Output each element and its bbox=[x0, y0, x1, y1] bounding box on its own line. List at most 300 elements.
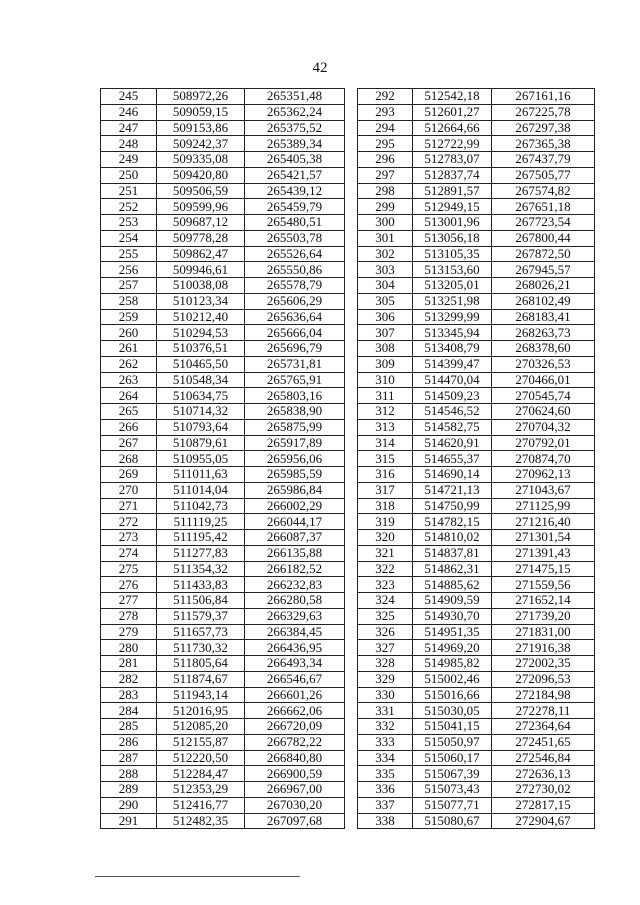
point-number-cell: 292 bbox=[358, 89, 413, 105]
y-coordinate-cell: 271216,40 bbox=[492, 514, 595, 530]
table-row bbox=[358, 514, 595, 530]
x-coordinate-cell: 509420,80 bbox=[157, 167, 245, 183]
table-row bbox=[358, 293, 595, 309]
x-coordinate-cell: 510793,64 bbox=[157, 419, 245, 435]
y-coordinate-cell: 266135,88 bbox=[245, 545, 345, 561]
point-number-cell: 253 bbox=[101, 215, 157, 231]
x-coordinate-cell: 515080,67 bbox=[413, 813, 492, 829]
point-number-cell: 248 bbox=[101, 136, 157, 152]
table-row bbox=[358, 687, 595, 703]
point-number-cell: 293 bbox=[358, 104, 413, 120]
y-coordinate-cell: 265351,48 bbox=[245, 89, 345, 105]
y-coordinate-cell: 270962,13 bbox=[492, 467, 595, 483]
y-coordinate-cell: 266436,95 bbox=[245, 640, 345, 656]
x-coordinate-cell: 511805,64 bbox=[157, 656, 245, 672]
x-coordinate-cell: 510376,51 bbox=[157, 341, 245, 357]
point-number-cell: 289 bbox=[101, 782, 157, 798]
y-coordinate-cell: 265666,04 bbox=[245, 325, 345, 341]
table-row bbox=[358, 797, 595, 813]
x-coordinate-cell: 510879,61 bbox=[157, 435, 245, 451]
x-coordinate-cell: 512542,18 bbox=[413, 89, 492, 105]
table-row bbox=[358, 404, 595, 420]
table-row bbox=[358, 593, 595, 609]
table-row bbox=[358, 671, 595, 687]
x-coordinate-cell: 512664,66 bbox=[413, 120, 492, 136]
point-number-cell: 314 bbox=[358, 435, 413, 451]
point-number-cell: 323 bbox=[358, 577, 413, 593]
x-coordinate-cell: 510038,08 bbox=[157, 278, 245, 294]
table-row bbox=[358, 167, 595, 183]
point-number-cell: 311 bbox=[358, 388, 413, 404]
table-row bbox=[101, 341, 345, 357]
y-coordinate-cell: 265986,84 bbox=[245, 482, 345, 498]
table-row bbox=[101, 719, 345, 735]
y-coordinate-cell: 265731,81 bbox=[245, 356, 345, 372]
x-coordinate-cell: 509599,96 bbox=[157, 199, 245, 215]
y-coordinate-cell: 271475,15 bbox=[492, 561, 595, 577]
point-number-cell: 318 bbox=[358, 498, 413, 514]
table-row bbox=[101, 561, 345, 577]
x-coordinate-cell: 514969,20 bbox=[413, 640, 492, 656]
table-row bbox=[358, 230, 595, 246]
point-number-cell: 246 bbox=[101, 104, 157, 120]
point-number-cell: 278 bbox=[101, 608, 157, 624]
point-number-cell: 261 bbox=[101, 341, 157, 357]
point-number-cell: 321 bbox=[358, 545, 413, 561]
x-coordinate-cell: 512085,20 bbox=[157, 719, 245, 735]
table-row bbox=[101, 640, 345, 656]
x-coordinate-cell: 515016,66 bbox=[413, 687, 492, 703]
table-row bbox=[101, 734, 345, 750]
point-number-cell: 322 bbox=[358, 561, 413, 577]
y-coordinate-cell: 265389,34 bbox=[245, 136, 345, 152]
y-coordinate-cell: 271739,20 bbox=[492, 608, 595, 624]
x-coordinate-cell: 515002,46 bbox=[413, 671, 492, 687]
y-coordinate-cell: 272451,65 bbox=[492, 734, 595, 750]
x-coordinate-cell: 510548,34 bbox=[157, 372, 245, 388]
table-row bbox=[101, 246, 345, 262]
x-coordinate-cell: 514582,75 bbox=[413, 419, 492, 435]
point-number-cell: 299 bbox=[358, 199, 413, 215]
table-row bbox=[358, 467, 595, 483]
y-coordinate-cell: 267800,44 bbox=[492, 230, 595, 246]
x-coordinate-cell: 515060,17 bbox=[413, 750, 492, 766]
page-number: 42 bbox=[312, 60, 328, 76]
table-row bbox=[101, 703, 345, 719]
x-coordinate-cell: 510955,05 bbox=[157, 451, 245, 467]
x-coordinate-cell: 514862,31 bbox=[413, 561, 492, 577]
y-coordinate-cell: 266662,06 bbox=[245, 703, 345, 719]
table-row bbox=[358, 498, 595, 514]
x-coordinate-cell: 509506,59 bbox=[157, 183, 245, 199]
y-coordinate-cell: 270704,32 bbox=[492, 419, 595, 435]
point-number-cell: 297 bbox=[358, 167, 413, 183]
point-number-cell: 333 bbox=[358, 734, 413, 750]
x-coordinate-cell: 513153,60 bbox=[413, 262, 492, 278]
point-number-cell: 257 bbox=[101, 278, 157, 294]
point-number-cell: 285 bbox=[101, 719, 157, 735]
table-row bbox=[358, 325, 595, 341]
point-number-cell: 317 bbox=[358, 482, 413, 498]
point-number-cell: 327 bbox=[358, 640, 413, 656]
point-number-cell: 260 bbox=[101, 325, 157, 341]
point-number-cell: 270 bbox=[101, 482, 157, 498]
y-coordinate-cell: 266002,29 bbox=[245, 498, 345, 514]
x-coordinate-cell: 514399,47 bbox=[413, 356, 492, 372]
x-coordinate-cell: 513001,96 bbox=[413, 215, 492, 231]
x-coordinate-cell: 511579,37 bbox=[157, 608, 245, 624]
point-number-cell: 329 bbox=[358, 671, 413, 687]
x-coordinate-cell: 515073,43 bbox=[413, 782, 492, 798]
point-number-cell: 275 bbox=[101, 561, 157, 577]
x-coordinate-cell: 514951,35 bbox=[413, 624, 492, 640]
y-coordinate-cell: 272546,84 bbox=[492, 750, 595, 766]
table-row bbox=[358, 215, 595, 231]
point-number-cell: 306 bbox=[358, 309, 413, 325]
table-row bbox=[358, 703, 595, 719]
y-coordinate-cell: 265606,29 bbox=[245, 293, 345, 309]
table-row bbox=[358, 577, 595, 593]
y-coordinate-cell: 266601,26 bbox=[245, 687, 345, 703]
table-row bbox=[101, 750, 345, 766]
y-coordinate-cell: 271301,54 bbox=[492, 530, 595, 546]
table-row bbox=[358, 545, 595, 561]
x-coordinate-cell: 512783,07 bbox=[413, 152, 492, 168]
point-number-cell: 336 bbox=[358, 782, 413, 798]
table-row bbox=[358, 750, 595, 766]
point-number-cell: 252 bbox=[101, 199, 157, 215]
point-number-cell: 303 bbox=[358, 262, 413, 278]
x-coordinate-cell: 514655,37 bbox=[413, 451, 492, 467]
point-number-cell: 287 bbox=[101, 750, 157, 766]
y-coordinate-cell: 268102,49 bbox=[492, 293, 595, 309]
point-number-cell: 334 bbox=[358, 750, 413, 766]
table-row bbox=[358, 356, 595, 372]
x-coordinate-cell: 511042,73 bbox=[157, 498, 245, 514]
table-row bbox=[101, 782, 345, 798]
table-row bbox=[358, 719, 595, 735]
y-coordinate-cell: 265375,52 bbox=[245, 120, 345, 136]
y-coordinate-cell: 266087,37 bbox=[245, 530, 345, 546]
table-row bbox=[101, 356, 345, 372]
y-coordinate-cell: 265362,24 bbox=[245, 104, 345, 120]
table-row bbox=[101, 577, 345, 593]
table-row bbox=[101, 404, 345, 420]
table-row bbox=[101, 530, 345, 546]
point-number-cell: 325 bbox=[358, 608, 413, 624]
table-row bbox=[101, 624, 345, 640]
x-coordinate-cell: 511014,04 bbox=[157, 482, 245, 498]
table-row bbox=[101, 545, 345, 561]
point-number-cell: 332 bbox=[358, 719, 413, 735]
coordinates-table-left bbox=[100, 88, 345, 829]
table-row bbox=[358, 152, 595, 168]
point-number-cell: 283 bbox=[101, 687, 157, 703]
table-row bbox=[101, 325, 345, 341]
table-row bbox=[358, 278, 595, 294]
table-row bbox=[101, 687, 345, 703]
y-coordinate-cell: 270545,74 bbox=[492, 388, 595, 404]
point-number-cell: 313 bbox=[358, 419, 413, 435]
y-coordinate-cell: 270792,01 bbox=[492, 435, 595, 451]
y-coordinate-cell: 265838,90 bbox=[245, 404, 345, 420]
y-coordinate-cell: 267574,82 bbox=[492, 183, 595, 199]
x-coordinate-cell: 514782,15 bbox=[413, 514, 492, 530]
x-coordinate-cell: 513251,98 bbox=[413, 293, 492, 309]
y-coordinate-cell: 266329,63 bbox=[245, 608, 345, 624]
y-coordinate-cell: 267161,16 bbox=[492, 89, 595, 105]
y-coordinate-cell: 265985,59 bbox=[245, 467, 345, 483]
x-coordinate-cell: 509946,61 bbox=[157, 262, 245, 278]
point-number-cell: 271 bbox=[101, 498, 157, 514]
x-coordinate-cell: 512416,77 bbox=[157, 797, 245, 813]
x-coordinate-cell: 511119,25 bbox=[157, 514, 245, 530]
point-number-cell: 310 bbox=[358, 372, 413, 388]
x-coordinate-cell: 514930,70 bbox=[413, 608, 492, 624]
table-row bbox=[101, 467, 345, 483]
y-coordinate-cell: 272730,02 bbox=[492, 782, 595, 798]
point-number-cell: 331 bbox=[358, 703, 413, 719]
y-coordinate-cell: 267872,50 bbox=[492, 246, 595, 262]
x-coordinate-cell: 512601,27 bbox=[413, 104, 492, 120]
x-coordinate-cell: 514985,82 bbox=[413, 656, 492, 672]
y-coordinate-cell: 268378,60 bbox=[492, 341, 595, 357]
point-number-cell: 288 bbox=[101, 766, 157, 782]
y-coordinate-cell: 272096,53 bbox=[492, 671, 595, 687]
y-coordinate-cell: 266182,52 bbox=[245, 561, 345, 577]
point-number-cell: 335 bbox=[358, 766, 413, 782]
point-number-cell: 319 bbox=[358, 514, 413, 530]
table-row bbox=[101, 293, 345, 309]
point-number-cell: 305 bbox=[358, 293, 413, 309]
table-row bbox=[101, 797, 345, 813]
y-coordinate-cell: 265636,64 bbox=[245, 309, 345, 325]
y-coordinate-cell: 266967,00 bbox=[245, 782, 345, 798]
y-coordinate-cell: 265696,79 bbox=[245, 341, 345, 357]
y-coordinate-cell: 267505,77 bbox=[492, 167, 595, 183]
point-number-cell: 265 bbox=[101, 404, 157, 420]
y-coordinate-cell: 272184,98 bbox=[492, 687, 595, 703]
point-number-cell: 273 bbox=[101, 530, 157, 546]
point-number-cell: 307 bbox=[358, 325, 413, 341]
x-coordinate-cell: 510294,53 bbox=[157, 325, 245, 341]
y-coordinate-cell: 266720,09 bbox=[245, 719, 345, 735]
table-row bbox=[358, 813, 595, 829]
x-coordinate-cell: 511730,32 bbox=[157, 640, 245, 656]
table-row bbox=[101, 435, 345, 451]
y-coordinate-cell: 271043,67 bbox=[492, 482, 595, 498]
point-number-cell: 296 bbox=[358, 152, 413, 168]
point-number-cell: 269 bbox=[101, 467, 157, 483]
table-row bbox=[358, 120, 595, 136]
point-number-cell: 274 bbox=[101, 545, 157, 561]
y-coordinate-cell: 270466,01 bbox=[492, 372, 595, 388]
table-row bbox=[358, 183, 595, 199]
table-row bbox=[101, 199, 345, 215]
point-number-cell: 295 bbox=[358, 136, 413, 152]
point-number-cell: 308 bbox=[358, 341, 413, 357]
y-coordinate-cell: 267723,54 bbox=[492, 215, 595, 231]
point-number-cell: 250 bbox=[101, 167, 157, 183]
x-coordinate-cell: 513408,79 bbox=[413, 341, 492, 357]
point-number-cell: 267 bbox=[101, 435, 157, 451]
point-number-cell: 291 bbox=[101, 813, 157, 829]
y-coordinate-cell: 266280,58 bbox=[245, 593, 345, 609]
coordinates-table-right bbox=[357, 88, 595, 829]
point-number-cell: 249 bbox=[101, 152, 157, 168]
x-coordinate-cell: 509778,28 bbox=[157, 230, 245, 246]
point-number-cell: 309 bbox=[358, 356, 413, 372]
x-coordinate-cell: 511657,73 bbox=[157, 624, 245, 640]
y-coordinate-cell: 272904,67 bbox=[492, 813, 595, 829]
x-coordinate-cell: 509687,12 bbox=[157, 215, 245, 231]
x-coordinate-cell: 512284,47 bbox=[157, 766, 245, 782]
table-row bbox=[101, 136, 345, 152]
point-number-cell: 280 bbox=[101, 640, 157, 656]
x-coordinate-cell: 513345,94 bbox=[413, 325, 492, 341]
x-coordinate-cell: 514546,52 bbox=[413, 404, 492, 420]
x-coordinate-cell: 509862,47 bbox=[157, 246, 245, 262]
point-number-cell: 290 bbox=[101, 797, 157, 813]
x-coordinate-cell: 511874,67 bbox=[157, 671, 245, 687]
y-coordinate-cell: 265803,16 bbox=[245, 388, 345, 404]
x-coordinate-cell: 509059,15 bbox=[157, 104, 245, 120]
table-row bbox=[101, 215, 345, 231]
x-coordinate-cell: 512891,57 bbox=[413, 183, 492, 199]
x-coordinate-cell: 508972,26 bbox=[157, 89, 245, 105]
y-coordinate-cell: 266782,22 bbox=[245, 734, 345, 750]
y-coordinate-cell: 267225,78 bbox=[492, 104, 595, 120]
y-coordinate-cell: 266493,34 bbox=[245, 656, 345, 672]
x-coordinate-cell: 511506,84 bbox=[157, 593, 245, 609]
x-coordinate-cell: 511354,32 bbox=[157, 561, 245, 577]
x-coordinate-cell: 512016,95 bbox=[157, 703, 245, 719]
y-coordinate-cell: 265459,79 bbox=[245, 199, 345, 215]
table-row bbox=[101, 230, 345, 246]
table-row bbox=[358, 372, 595, 388]
point-number-cell: 281 bbox=[101, 656, 157, 672]
y-coordinate-cell: 271652,14 bbox=[492, 593, 595, 609]
table-row bbox=[358, 530, 595, 546]
footer-divider bbox=[95, 876, 300, 877]
point-number-cell: 254 bbox=[101, 230, 157, 246]
y-coordinate-cell: 272817,15 bbox=[492, 797, 595, 813]
table-row bbox=[358, 640, 595, 656]
table-row bbox=[101, 671, 345, 687]
y-coordinate-cell: 266546,67 bbox=[245, 671, 345, 687]
x-coordinate-cell: 509153,86 bbox=[157, 120, 245, 136]
y-coordinate-cell: 270874,70 bbox=[492, 451, 595, 467]
point-number-cell: 272 bbox=[101, 514, 157, 530]
table-row bbox=[358, 341, 595, 357]
y-coordinate-cell: 265578,79 bbox=[245, 278, 345, 294]
point-number-cell: 258 bbox=[101, 293, 157, 309]
table-row bbox=[101, 89, 345, 105]
table-row bbox=[358, 104, 595, 120]
x-coordinate-cell: 514620,91 bbox=[413, 435, 492, 451]
table-row bbox=[101, 514, 345, 530]
y-coordinate-cell: 265765,91 bbox=[245, 372, 345, 388]
point-number-cell: 284 bbox=[101, 703, 157, 719]
y-coordinate-cell: 266044,17 bbox=[245, 514, 345, 530]
y-coordinate-cell: 266900,59 bbox=[245, 766, 345, 782]
x-coordinate-cell: 514837,81 bbox=[413, 545, 492, 561]
x-coordinate-cell: 514470,04 bbox=[413, 372, 492, 388]
table-row bbox=[101, 388, 345, 404]
y-coordinate-cell: 265421,57 bbox=[245, 167, 345, 183]
point-number-cell: 268 bbox=[101, 451, 157, 467]
y-coordinate-cell: 265917,89 bbox=[245, 435, 345, 451]
x-coordinate-cell: 510634,75 bbox=[157, 388, 245, 404]
point-number-cell: 320 bbox=[358, 530, 413, 546]
x-coordinate-cell: 514909,59 bbox=[413, 593, 492, 609]
table-row bbox=[101, 656, 345, 672]
table-row bbox=[358, 782, 595, 798]
x-coordinate-cell: 511433,83 bbox=[157, 577, 245, 593]
x-coordinate-cell: 513056,18 bbox=[413, 230, 492, 246]
table-row bbox=[358, 482, 595, 498]
y-coordinate-cell: 271831,00 bbox=[492, 624, 595, 640]
y-coordinate-cell: 266384,45 bbox=[245, 624, 345, 640]
table-row bbox=[358, 766, 595, 782]
y-coordinate-cell: 267297,38 bbox=[492, 120, 595, 136]
x-coordinate-cell: 511943,14 bbox=[157, 687, 245, 703]
table-row bbox=[101, 766, 345, 782]
x-coordinate-cell: 514721,13 bbox=[413, 482, 492, 498]
point-number-cell: 277 bbox=[101, 593, 157, 609]
table-row bbox=[358, 199, 595, 215]
x-coordinate-cell: 514750,99 bbox=[413, 498, 492, 514]
point-number-cell: 263 bbox=[101, 372, 157, 388]
point-number-cell: 262 bbox=[101, 356, 157, 372]
y-coordinate-cell: 272002,35 bbox=[492, 656, 595, 672]
point-number-cell: 300 bbox=[358, 215, 413, 231]
x-coordinate-cell: 512837,74 bbox=[413, 167, 492, 183]
table-row bbox=[101, 183, 345, 199]
point-number-cell: 276 bbox=[101, 577, 157, 593]
x-coordinate-cell: 514509,23 bbox=[413, 388, 492, 404]
table-row bbox=[101, 608, 345, 624]
table-row bbox=[101, 120, 345, 136]
point-number-cell: 298 bbox=[358, 183, 413, 199]
x-coordinate-cell: 511195,42 bbox=[157, 530, 245, 546]
y-coordinate-cell: 266840,80 bbox=[245, 750, 345, 766]
x-coordinate-cell: 511277,83 bbox=[157, 545, 245, 561]
y-coordinate-cell: 268183,41 bbox=[492, 309, 595, 325]
x-coordinate-cell: 515050,97 bbox=[413, 734, 492, 750]
point-number-cell: 316 bbox=[358, 467, 413, 483]
y-coordinate-cell: 267651,18 bbox=[492, 199, 595, 215]
x-coordinate-cell: 514690,14 bbox=[413, 467, 492, 483]
y-coordinate-cell: 266232,83 bbox=[245, 577, 345, 593]
y-coordinate-cell: 267437,79 bbox=[492, 152, 595, 168]
table-row bbox=[101, 593, 345, 609]
y-coordinate-cell: 271125,99 bbox=[492, 498, 595, 514]
y-coordinate-cell: 272364,64 bbox=[492, 719, 595, 735]
point-number-cell: 286 bbox=[101, 734, 157, 750]
table-row bbox=[358, 734, 595, 750]
x-coordinate-cell: 512482,35 bbox=[157, 813, 245, 829]
point-number-cell: 251 bbox=[101, 183, 157, 199]
table-row bbox=[358, 451, 595, 467]
y-coordinate-cell: 268263,73 bbox=[492, 325, 595, 341]
point-number-cell: 294 bbox=[358, 120, 413, 136]
table-row bbox=[358, 435, 595, 451]
x-coordinate-cell: 514885,62 bbox=[413, 577, 492, 593]
x-coordinate-cell: 513105,35 bbox=[413, 246, 492, 262]
point-number-cell: 330 bbox=[358, 687, 413, 703]
table-row bbox=[101, 451, 345, 467]
